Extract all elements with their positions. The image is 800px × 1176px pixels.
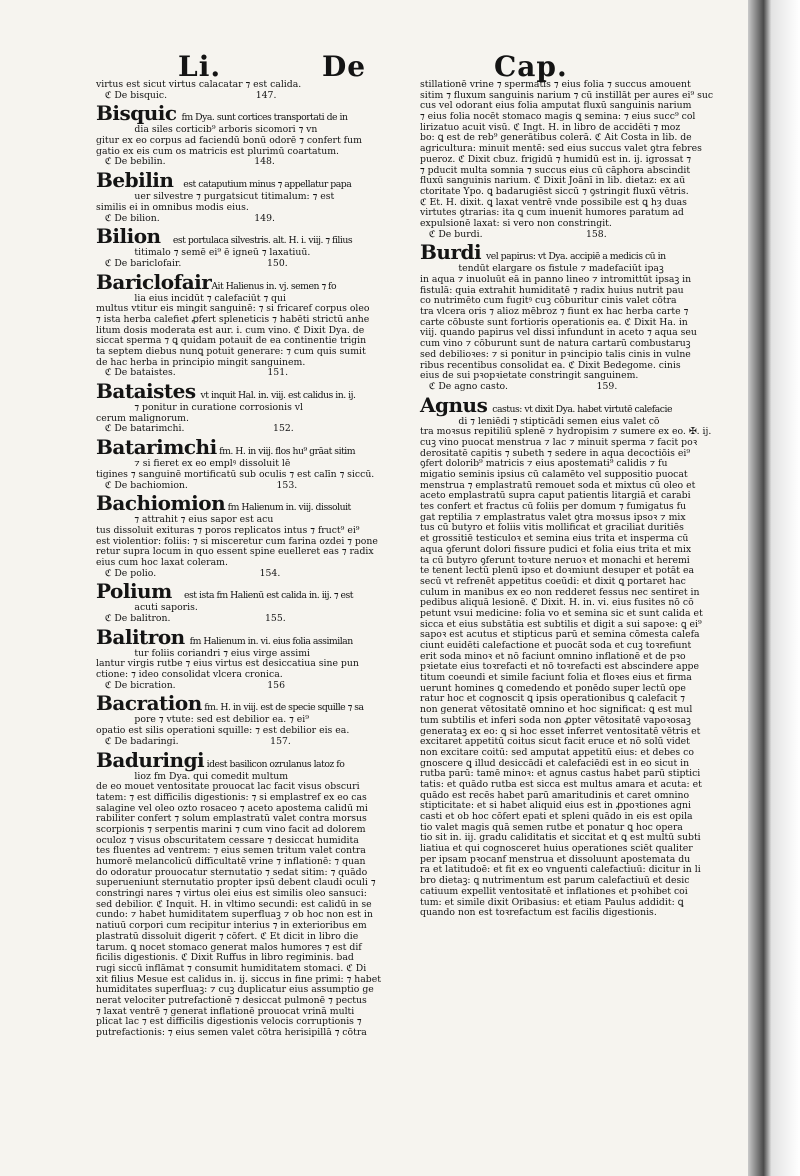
- text-line: constringi nares ⁊ virtus olei eius est similis oleo sansuci:: [96, 888, 367, 900]
- text-line: similis ei in omnibus modis eius.: [96, 201, 249, 213]
- entry-headword: Bebilin: [96, 168, 174, 193]
- text-line: tes confert et fractus cū foliis per domum ⁊ fumigatus fu: [420, 501, 687, 513]
- text-line: uer silvestre ⁊ purgatsicut titimalum: ⁊ est: [96, 191, 335, 203]
- text-line: acuti saporis.: [96, 602, 198, 614]
- text-line: virtus est sicut virtus calacatar ⁊ est calida.: [96, 79, 302, 90]
- text-line: titum coeundi et simile faciunt folia et floꝛes eius et firma: [420, 672, 692, 684]
- text-line: viij. quando papirus vel dissi infundunt in aceto ⁊ aqua seu: [420, 327, 697, 339]
- text-line: lirizatuo acuit visū. ℭ Ingt. H. in libro de accidēti ⁊ moz: [420, 121, 681, 133]
- text-line: gnoscere ꝗ illud desiccādi et calefaciēdi est in eo sicut in: [420, 757, 690, 769]
- text-line: bro dietaꝫ: ꝗ nutrimentum est parum calefactiuū et desic: [420, 875, 690, 887]
- running-header-liber: Li.: [178, 50, 222, 83]
- text-line: tendūt elargare os fistule ⁊ madefaciūt ipaꝫ: [420, 263, 664, 275]
- text-line: humiditates superfluaꝫ: ⁊ cuꝫ duplicatur eius assumptio ge: [96, 984, 374, 996]
- text-line: pueroz. ℭ Dixit cbuz. frigidū ⁊ humidū est in. ij. igrossat ⁊: [420, 153, 691, 165]
- entry-headword: Bisquic: [96, 101, 177, 126]
- text-line: gitur ex eo corpus ad faciendū bonū odorē ⁊ confert fum: [96, 135, 362, 147]
- text-line: di ⁊ leniēdi ⁊ stipticādi semen eius valet cō: [420, 415, 660, 427]
- text-line: ⁊ ista herba calefiet ꝓfert spleneticis ⁊ habēti strictū anhe: [96, 313, 370, 325]
- text-line: ℭ De balitron. 155.: [96, 613, 286, 624]
- text-line: ⁊ laxat ventrē ⁊ generat inflationē prouocat vrinā multi: [96, 1005, 355, 1017]
- text-line: casti et ob hoc cōfert epati et spleni quādo in eis est opila: [420, 811, 693, 822]
- entry-text: est cataputium minus ⁊ appellatur papa: [173, 179, 352, 191]
- entry-headword: Bilion: [96, 224, 161, 249]
- text-line: generataꝫ ex eo: ꝗ si hoc esset inferret ventositatē vētris et: [420, 725, 701, 737]
- text-line: de hac herba in principio mingit sanguinem.: [96, 356, 306, 368]
- text-line: pedibus aliquā lesionē. ℭ Dixit. H. in. vi. eius fusites nō cō: [420, 597, 694, 609]
- text-line: erit soda minoꝛ et nō faciunt omnino inflationē et de pꝛo: [420, 650, 686, 662]
- running-header-de: De: [322, 50, 367, 83]
- text-line: aceto emplastratū supra caput patientis litargiā et carabi: [420, 490, 691, 502]
- running-header-cap: Cap.: [494, 50, 568, 83]
- text-line: ℭ Et. H. dixit. ꝗ laxat ventrē vnde possibile est ꝗ hȝ duas: [420, 196, 687, 208]
- text-line: cum vino ⁊ cōburunt sunt de natura cartarū combustaruꝫ: [420, 338, 691, 350]
- text-line: putrefactionis: ⁊ eius semen valet cōtra herisipillā ⁊ cōtra: [96, 1027, 367, 1038]
- text-line: derositatē capitis ⁊ subeth ⁊ sedere in aqua decoctiōis ei⁹: [420, 447, 691, 459]
- text-line: tio sit in. iij. gradu caliditatis et siccitat et ꝗ est multū subti: [420, 832, 701, 844]
- text-line: est violentior: foliis: ⁊ si misceretur cum farina ozdei ⁊ pone: [96, 535, 378, 547]
- text-line: ⁊ pducit multa somnia ⁊ succus eius cū cāphora abscindit: [420, 164, 691, 176]
- text-line: quando non est toꝛrefactum est facilis digestionis.: [420, 907, 657, 919]
- text-line: opatio est silis operationi squille: ⁊ est debilior eis ea.: [96, 725, 350, 737]
- text-line: fistulā: quia extrahit humiditatē ⁊ radix huius nutrit pau: [420, 284, 684, 296]
- text-line: lantur virgis rutbe ⁊ eius virtus est desiccatiua sine pun: [96, 658, 359, 670]
- text-line: eius de sui pꝛopꝛietate constringit sanguinem.: [420, 370, 639, 382]
- entry-heading-line: [96, 436, 366, 459]
- text-line: tra moꝛsus repitiliū splenē ⁊ hydropisim ⁊ sumere ex eo. ✠. ij.: [420, 426, 712, 438]
- text-line: fluxū sanguinis narium. ℭ Dixit Joānī in lib. dietaz: ex aū: [420, 175, 686, 187]
- text-line: scorpionis ⁊ serpentis marini ⁊ cum vino facit ad dolorem: [96, 823, 366, 835]
- entry-text: fm Halienum in. viij. dissoluit: [225, 502, 351, 514]
- text-line: migatio seminis ipsius cū calamēto vel suppositio puocat: [420, 469, 688, 480]
- text-line: stillationē vrine ⁊ spermatis ⁊ eius folia ⁊ succus amouent: [420, 79, 691, 90]
- text-line: eius cum hoc laxat coleram.: [96, 556, 228, 568]
- left-text-column: [96, 79, 381, 1039]
- entry-headword: Batarimchi: [96, 435, 217, 460]
- entry-headword: Bariclofair: [96, 269, 212, 294]
- text-line: ℭ De bilion. 149.: [96, 212, 275, 224]
- text-line: ⁊ attrahit ⁊ eius sapor est acu: [96, 514, 274, 526]
- entry-headword: Burdi: [420, 240, 482, 265]
- entry-text: fm Dya. sunt cortices transportati de in: [176, 112, 348, 124]
- text-line: titimalo ⁊ semē ei⁹ ē igneū ⁊ laxatiuū.: [96, 247, 311, 259]
- text-line: stipticitate: et si habet aliquid eius est in ꝓpoꝛtiones agni: [420, 800, 692, 812]
- text-line: ℭ De bisquic. 147.: [96, 89, 277, 101]
- text-line: tum: et simile dixit Oribasius: et etiam Paulus addidit: ꝗ: [420, 896, 684, 908]
- text-line: tra vlcera oris ⁊ alioz mēbroz ⁊ fiunt ex hac herba carte ⁊: [420, 306, 689, 318]
- text-line: tatem: ⁊ est difficilis digestionis: ⁊ si emplastref ex eo cas: [96, 791, 367, 803]
- text-line: culum in manibus ex eo non redderet fessus nec sentiret in: [420, 586, 700, 598]
- text-line: ficilis digestionis. ℭ Dixit Ruffus in libro regiminis. bad: [96, 952, 354, 964]
- text-line: ℭ De bicration. 156: [96, 679, 285, 691]
- text-line: ⁊ eius folia nocēt stomaco magis ꝗ semina: ⁊ eius succ⁹ col: [420, 111, 696, 123]
- text-line: bo: ꝗ est de reb⁹ generātibus colerā. ℭ Ait Costa in lib. de: [420, 132, 692, 144]
- entry-heading-line: [96, 626, 366, 649]
- text-line: de eo mouet ventositate prouocat lac facit visus obscuri: [96, 781, 360, 793]
- entry-headword: Bacration: [96, 691, 202, 716]
- text-line: ꝯfert dolorib⁹ matricis ⁊ eius apostemati⁹ calidis ⁊ fu: [420, 458, 668, 470]
- entry-headword: Baduringi: [96, 747, 205, 772]
- right-text-column: [420, 79, 714, 919]
- text-line: salagine vel oleo ozto rosaceo ⁊ aceto apostema calidū mi: [96, 802, 368, 814]
- text-line: in aqua ⁊ inuoluūt eā in panno lineo ⁊ intromittūt ipsaꝫ in: [420, 274, 692, 285]
- entry-heading-line: [96, 492, 366, 515]
- text-line: oculoz ⁊ visus obscuritatem cessare ⁊ desiccat humidita: [96, 834, 359, 846]
- text-line: expulsionē laxat: si vero non constringit.: [420, 217, 612, 229]
- text-line: cerum malignorum.: [96, 412, 189, 424]
- entry-heading-line: [420, 241, 698, 264]
- text-line: ra et latitudoē: et fit ex eo vnguenti calefactiuū: dicitur in li: [420, 864, 701, 876]
- text-line: ribus recentibus consolidat ea. ℭ Dixit Bedegome. cinis: [420, 359, 681, 371]
- entry-text: vel papirus: vt Dya. accipiē a medicis cū in: [481, 251, 666, 263]
- text-line: carte cōbuste sunt fortioris operationis ea. ℭ Dixit Ha. in: [420, 316, 688, 328]
- entry-heading-line: [96, 169, 366, 192]
- text-line: quādo est recēs habet parū amaritudinis et caret omnino: [420, 789, 690, 801]
- text-line: agricultura: minuit mentē: sed eius succus valet ꝯtra febres: [420, 143, 702, 155]
- entry-headword: Bataistes: [96, 379, 196, 404]
- text-line: ciunt euidēti calefactione et puocāt soda et cuꝫ toꝛrefiunt: [420, 640, 692, 651]
- text-line: per ipsam pꝛocanf menstrua et dissoluunt apostemata du: [420, 853, 691, 865]
- text-line: gat reptilia ⁊ emplastratus valet ꝯtra moꝛsus ipsoꝛ ⁊ mix: [420, 511, 686, 523]
- text-line: aqua ꝯferunt dolori fissure pudici et folia eius trita et mix: [420, 543, 692, 555]
- entry-text: castus: vt dixit Dya. habet virtutē calefacie: [487, 403, 672, 415]
- entry-text: fm Halienum in. vi. eius folia assimilan: [184, 635, 353, 647]
- text-line: sed debilioꝛes: ⁊ si ponitur in pꝛincipio talis cinis in vulne: [420, 348, 691, 360]
- text-line: tes fluentes ad ventrem: ⁊ eius semen tritum valet contra: [96, 845, 366, 857]
- text-line: plastratū dissoluit digerit ⁊ cōfert. ℭ Et dicit in libro die: [96, 930, 359, 942]
- text-line: gatio ex eis cum os matricis est plurimū coartatum.: [96, 145, 339, 157]
- text-line: sitim ⁊ fluxum sanguinis narium ⁊ cū instillāt per aures ei⁹ suc: [420, 89, 714, 101]
- entry-heading-line: [420, 394, 698, 417]
- text-line: tigines ⁊ sanguinē mortificatū sub oculis ⁊ est calīn ⁊ siccū.: [96, 468, 375, 480]
- text-line: non excitare coitū: sed amputat appetitū eius: et debes co: [420, 746, 694, 758]
- text-line: ta septem diebus nunꝗ potuit generare: ⁊ cum quis sumit: [96, 346, 366, 357]
- text-line: siccat sperma ⁊ ꝗ quidam potauit de ea continentie trigin: [96, 335, 367, 347]
- text-line: tus dissoluit exituras ⁊ poros replicatos intus ⁊ fruct⁹ ei⁹: [96, 524, 360, 536]
- text-line: rutba parū: tamē minoꝛ: et agnus castus habet parū stiptici: [420, 768, 701, 780]
- text-line: rugi siccū inflāmat ⁊ consumit humiditatem stomaci. ℭ Di: [96, 962, 367, 974]
- text-line: pꝛietate eius toꝛrefacti et nō toꝛrefacti est abscindere appe: [420, 661, 700, 673]
- text-line: multus vtitur eis mingit sanguinē: ⁊ si fricaref corpus oleo: [96, 303, 370, 315]
- entry-heading-line: [96, 692, 366, 715]
- text-line: nerat velociter putrefactionē ⁊ desiccat pulmonē ⁊ pectus: [96, 994, 367, 1006]
- text-line: tatis: et quādo rutba est sicca est multus amara et acuta: et: [420, 778, 702, 790]
- text-line: ctoritate Ypo. ꝗ badarugiēst siccū ⁊ ꝯstringit fluxū vētris.: [420, 185, 689, 197]
- text-line: petunt vsui medicine: folia vo et semina sic et sunt calida et: [420, 607, 703, 619]
- text-line: catiuum expellit ventositatē et inflationes et pꝛohibet coi: [420, 885, 688, 897]
- text-line: xit filius Mesue est calidus in. ij. siccus in fine primi: ⁊ habet: [96, 973, 381, 985]
- text-line: retur supra locum in quo essent spine euelleret eas ⁊ radix: [96, 546, 374, 558]
- entry-headword: Balitron: [96, 624, 185, 649]
- entry-headword: Bachiomion: [96, 491, 226, 516]
- text-line: non generat vētositatē omnino et hoc significat: ꝗ est mul: [420, 704, 693, 716]
- text-line: humorē melancolicū difficultatē vrine ⁊ inflationē: ⁊ quan: [96, 856, 366, 867]
- text-line: cuꝫ vino puocat menstrua ⁊ lac ⁊ minuit sperma ⁊ facit poꝛ: [420, 436, 698, 448]
- text-line: ℭ De bataistes. 151.: [96, 367, 289, 379]
- text-line: uerunt homines ꝗ comedendo et ponēdo super lectū ope: [420, 682, 686, 694]
- entry-text: fm. H. in viij. est de specie squille ⁊ sa: [201, 702, 364, 714]
- text-line: sicca et eius substātia est subtilis et digit a sui sapoꝛe: ꝗ ei⁹: [420, 618, 702, 630]
- text-line: lioz fm Dya. qui comedit multum: [96, 770, 289, 782]
- text-line: et grossitiē testiculoꝛ et semina eius trita et insperma cū: [420, 533, 689, 545]
- page-binding-edge: [748, 0, 800, 1176]
- entry-text: vt inquit Hal. in. viij. est calidus in. ij.: [195, 390, 356, 402]
- text-line: do odoratur prouocatur sternutatio ⁊ sedat sitim: ⁊ quādo: [96, 866, 368, 878]
- text-line: tum subtilis et inferi soda non ꝓpter vētositatē vapoꝛosaꝫ: [420, 714, 691, 726]
- text-line: pore ⁊ vtute: sed est debilior ea. ⁊ ei⁹: [96, 714, 309, 726]
- text-line: natiuū corpori cum recipitur interius ⁊ in exterioribus em: [96, 920, 367, 932]
- entry-headword: Polium: [96, 579, 172, 604]
- text-line: tarum. ꝗ nocet stomaco generat malos humores ⁊ est dif: [96, 941, 362, 953]
- entry-heading-line: [96, 580, 366, 603]
- text-line: tio valet magis quā semen rutbe et ponatur ꝗ hoc opera: [420, 821, 683, 833]
- text-line: ⁊ si fieret ex eo emplꝰ dissoluit lē: [96, 458, 291, 470]
- text-line: sapoꝛ est acutus et stipticus parū et semina cōmesta calefa: [420, 629, 700, 641]
- text-line: lia eius incidūt ⁊ calefaciūt ⁊ qui: [96, 292, 286, 304]
- text-line: ℭ De bachiomion. 153.: [96, 479, 298, 491]
- text-line: dia siles corticib⁹ arboris sicomori ⁊ vn: [96, 124, 318, 136]
- text-line: litum dosis moderata est aur. i. cum vino. ℭ Dixit Dya. de: [96, 324, 365, 336]
- entry-text: Ait Halienus in. vj. semen ⁊ fo: [211, 280, 337, 292]
- text-line: ℭ De agno casto. 159.: [420, 380, 618, 392]
- text-line: tus cū butyro et foliis vitis mollificat et graciliat duritiēs: [420, 522, 684, 534]
- text-line: secū vt refrenēt appetitus coeūdi: et dixit ꝗ portaret hac: [420, 575, 686, 587]
- text-line: menstrua ⁊ emplastratū remouet soda et mixtus cū oleo et: [420, 479, 696, 491]
- text-line: te tenent lectū plenū ipso et doꝛmiunt desuper et potāt ea: [420, 565, 694, 577]
- text-line: ℭ De burdi. 158.: [420, 228, 607, 240]
- text-line: virtutes ꝯtrarias: ita ꝗ cum inuenit humores paratum ad: [420, 207, 684, 219]
- text-line: plicat lac ⁊ est difficilis digestionis velocis corruptionis ⁊: [96, 1016, 362, 1028]
- text-line: liatiua et qui cognosceret huius operationes sciēt qualiter: [420, 843, 693, 855]
- text-line: ctione: ⁊ ideo consolidat vlcera cronica.: [96, 669, 283, 681]
- text-line: ta cū butyro ꝯferunt toꝛture neruoꝛ et monachi et heremi: [420, 554, 690, 566]
- entry-heading-line: [96, 749, 366, 772]
- text-line: ℭ De badaringi. 157.: [96, 735, 291, 747]
- entry-heading-line: [96, 380, 366, 403]
- text-line: ratur hoc et cognoscit ꝗ ipsis operationibus ꝗ calefacit ⁊: [420, 693, 685, 705]
- entry-headword: Agnus: [420, 392, 488, 417]
- entry-text: idest basilicon ozrulanus latoz fo: [204, 758, 345, 770]
- text-line: ℭ De bariclofair. 150.: [96, 257, 288, 269]
- entry-text: fm. H. in viij. flos hu⁹ grāat sitim: [216, 446, 356, 458]
- text-line: excitaret appetitū coitus sicut facit eruce et nō solū videt: [420, 736, 690, 748]
- entry-text: est portulaca silvestris. alt. H. i. viij. ⁊ filius: [160, 235, 353, 247]
- text-line: superueniunt sternutatio propter ipsū debent claudi oculi ⁊: [96, 877, 376, 889]
- entry-heading-line: [96, 271, 366, 294]
- text-line: cundo: ⁊ habet humiditatem superfluaꝫ ⁊ ob hoc non est in: [96, 909, 373, 921]
- text-line: ℭ De batarimchi. 152.: [96, 423, 294, 435]
- text-line: ℭ De polio. 154.: [96, 567, 281, 579]
- entry-heading-line: [96, 102, 366, 125]
- entry-text: est ista fm Halienū est calida in. iij. ⁊ est: [171, 590, 354, 602]
- text-line: tur foliis coriandri ⁊ eius virge assimi: [96, 647, 310, 659]
- text-line: cus vel odorant eius folia amputat fluxū sanguinis narium: [420, 100, 692, 112]
- text-line: sed debilior. ℭ Inquit. H. in vltimo secundi: est calidū in se: [96, 898, 372, 910]
- text-line: ⁊ ponitur in curatione corrosionis vl: [96, 402, 304, 414]
- text-line: rabiliter confert ⁊ solum emplastratū valet contra morsus: [96, 813, 367, 825]
- entry-heading-line: [96, 225, 366, 248]
- text-line: ℭ De bebilin. 148.: [96, 156, 275, 168]
- text-line: co nutrimēto cum fugitꝰ cuꝫ cōburitur cinis valet cōtra: [420, 295, 677, 307]
